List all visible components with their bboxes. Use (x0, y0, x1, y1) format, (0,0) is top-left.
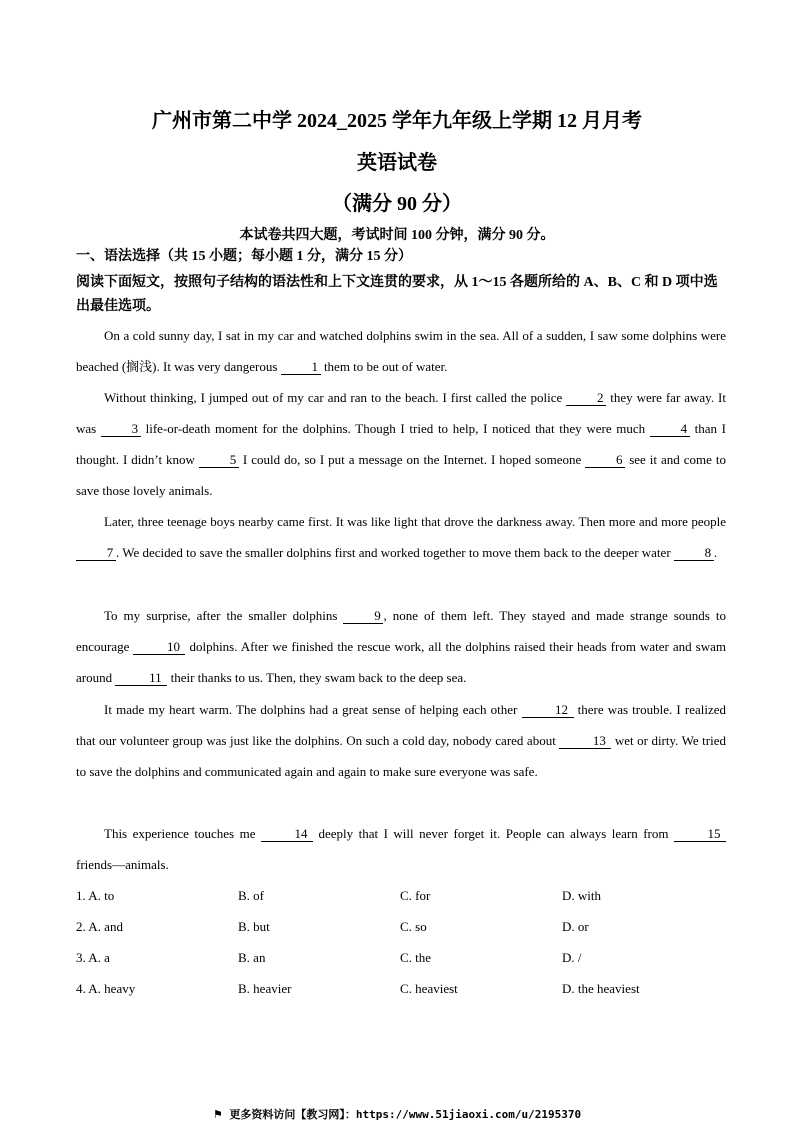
passage-paragraph-5 (76, 694, 726, 787)
option-d: D. / (562, 950, 582, 965)
passage-text: . We decided to save the smaller dolphins first and worked together to move them back to the deeper water (116, 545, 674, 560)
exam-title: 广州市第二中学 2024_2025 学年九年级上学期 12 月月考 (152, 110, 642, 132)
option-a: 1. A. to (76, 888, 115, 903)
option-a: 4. A. heavy (76, 981, 136, 996)
passage-text: friends—animals. (76, 857, 169, 872)
passage-text: they were far away. It was (76, 390, 727, 436)
blank-3: 3 (101, 421, 141, 437)
passage-text: there was trouble. I realized that our volunteer group was just like the dolphins. On such a cold day, nobody cared about (76, 702, 726, 748)
passage-text: their thanks to us. Then, they swam back to the deep sea. (167, 670, 467, 685)
passage-text: To my surprise, after the smaller dolphins (104, 608, 344, 623)
blank-11: 11 (115, 670, 167, 686)
passage-text: see it and come to save those lovely animals. (76, 452, 726, 498)
passage-paragraph-2 (76, 382, 726, 506)
option-d: D. the heaviest (562, 981, 640, 996)
passage-text: It made my heart warm. The dolphins had a great sense of helping each other (104, 702, 522, 717)
exam-intro: 本试卷共四大题，考试时间 100 分钟，满分 90 分。 (239, 228, 555, 243)
section-instruction: 阅读下面短文，按照句子结构的语法性和上下文连贯的要求，从 1～15 各题所给的 A、B、C 和 D 项中选出最佳选项。 (76, 275, 718, 314)
question-1-options (76, 888, 736, 908)
blank-7: 7 (76, 545, 116, 561)
footer-text[interactable]: 更多资料访问【教习网】：https://www.51jiaoxi.com/u/2195370 (229, 1108, 582, 1121)
blank-2: 2 (566, 390, 606, 406)
option-c: C. for (400, 888, 431, 903)
blank-8: 8 (674, 545, 714, 561)
question-2-options (76, 919, 736, 939)
blank-5: 5 (199, 452, 239, 468)
passage-text: wet or dirty. We tried to save the dolphins and communicated again and again to make sure everyone was safe. (76, 733, 727, 779)
footer-link[interactable] (0, 1106, 794, 1122)
passage-text: dolphins. After we finished the rescue work, all the dolphins raised their heads from water and swam around (76, 639, 726, 685)
passage-text: , none of them left. They stayed and made strange sounds to encourage (76, 608, 726, 654)
option-c: C. the (400, 950, 432, 965)
blank-10: 10 (133, 639, 185, 655)
exam-full-score: （满分 90 分） (332, 193, 462, 215)
blank-13: 13 (559, 733, 611, 749)
blank-15: 15 (674, 826, 726, 842)
passage-paragraph-4 (76, 600, 726, 693)
option-a: 3. A. a (76, 950, 110, 965)
option-d: D. with (562, 888, 601, 903)
blank-12: 12 (522, 702, 574, 718)
passage-text: . (713, 545, 718, 560)
question-4-options (76, 981, 736, 1001)
blank-1: 1 (281, 359, 321, 375)
option-b: B. of (238, 888, 264, 903)
passage-text: Later, three teenage boys nearby came first. It was like light that drove the darkness away. Then more and more people (104, 514, 726, 529)
question-3-options (76, 950, 736, 970)
passage-text: life-or-death moment for the dolphins. Though I tried to help, I noticed that they were much (140, 421, 650, 436)
option-a: 2. A. and (76, 919, 123, 934)
passage-text: them to be out of water. (320, 359, 448, 374)
option-b: B. heavier (238, 981, 292, 996)
passage-text: deeply that I will never forget it. People can always learn from (312, 826, 674, 841)
passage-paragraph-1 (76, 320, 726, 382)
exam-subject: 英语试卷 (357, 152, 437, 174)
option-b: B. but (238, 919, 270, 934)
option-d: D. or (562, 919, 589, 934)
passage-text: Without thinking, I jumped out of my car and ran to the beach. I first called the police (104, 390, 567, 405)
blank-9: 9 (343, 608, 383, 624)
option-b: B. an (238, 950, 266, 965)
section-heading: 一、语法选择（共 15 小题；每小题 1 分，满分 15 分） (76, 249, 412, 264)
passage-text: than I thought. I didn’t know (76, 421, 726, 467)
option-c: C. heaviest (400, 981, 458, 996)
blank-4: 4 (650, 421, 690, 437)
passage-paragraph-6 (76, 818, 726, 880)
blank-14: 14 (261, 826, 313, 842)
passage-text: On a cold sunny day, I sat in my car and watched dolphins swim in the sea. All of a sudden, I saw some dolphins were beached (搁浅). It was very dangerous (76, 328, 726, 374)
passage-text: This experience touches me (104, 826, 261, 841)
flag-icon: ⚑ (212, 1108, 223, 1121)
option-c: C. so (400, 919, 427, 934)
passage-paragraph-3 (76, 506, 726, 568)
passage-text: I could do, so I put a message on the Internet. I hoped someone (238, 452, 586, 467)
blank-6: 6 (585, 452, 625, 468)
